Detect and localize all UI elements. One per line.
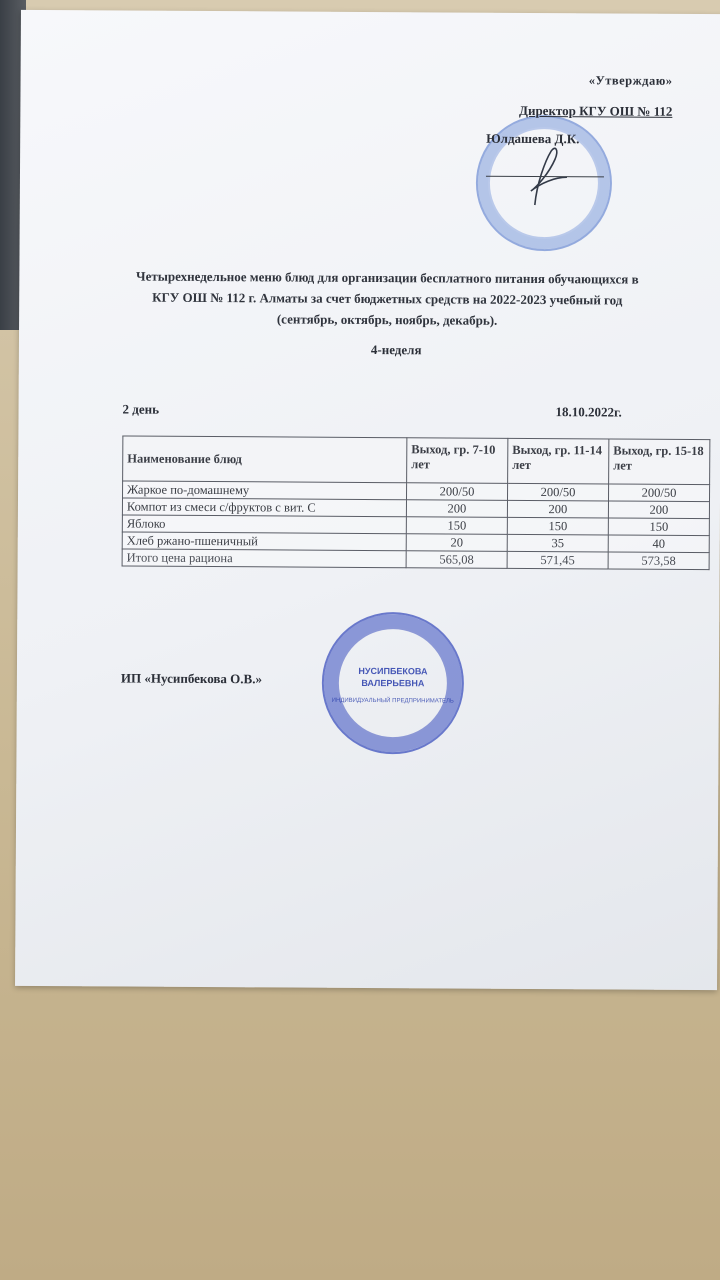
portion-15-18: 200/50 <box>608 484 709 502</box>
dish-name: Яблоко <box>122 515 406 534</box>
week-label: 4-неделя <box>370 342 422 358</box>
dish-name: Жаркое по-домашнему <box>123 481 407 500</box>
menu-table <box>122 435 711 570</box>
total-7-10: 565,08 <box>406 551 507 569</box>
portion-11-14: 35 <box>507 534 608 552</box>
table-total-row <box>122 549 709 570</box>
entrepreneur-stamp <box>321 612 464 755</box>
table-header-row <box>123 436 710 485</box>
total-11-14: 571,45 <box>507 551 608 569</box>
portion-7-10: 200 <box>406 500 507 518</box>
stamp-caption: ИНДИВИДУАЛЬНЫЙ ПРЕДПРИНИМАТЕЛЬ <box>331 697 454 705</box>
total-15-18: 573,58 <box>608 552 709 570</box>
portion-15-18: 150 <box>608 518 709 536</box>
header-age-7-10: Выход, гр. 7-10 лет <box>407 438 508 484</box>
header-age-11-14: Выход, гр. 11-14 лет <box>508 438 609 484</box>
portion-11-14: 200/50 <box>508 483 609 501</box>
portion-7-10: 20 <box>406 534 507 552</box>
portion-15-18: 200 <box>608 501 709 519</box>
day-label: 2 день <box>122 401 160 417</box>
document-page <box>15 10 720 990</box>
document-title: Четырехнедельное меню блюд для организации бесплатного питания обучающихся в КГУ ОШ № 112 г. Алматы за счет бюджетных средств на 2022-2023 учебный год (сентябрь, октябрь, ноябрь, декабрь). <box>136 268 639 328</box>
header-age-15-18: Выход, гр. 15-18 лет <box>609 439 710 485</box>
director-name: Юлдашева Д.К. <box>486 130 580 147</box>
dish-name: Хлеб ржано-пшеничный <box>122 532 406 551</box>
dish-name: Компот из смеси с/фруктов с вит. С <box>122 498 406 517</box>
director-title: Директор КГУ ОШ № 112 <box>518 102 673 119</box>
date-label: 18.10.2022г. <box>555 404 622 420</box>
entrepreneur-label: ИП «Нусипбекова О.В.» <box>120 670 263 687</box>
director-signature <box>515 143 575 213</box>
portion-7-10: 200/50 <box>407 483 508 501</box>
portion-7-10: 150 <box>406 517 507 535</box>
header-dish: Наименование блюд <box>123 436 407 483</box>
stamp-name-line1: НУСИПБЕКОВА <box>358 665 428 677</box>
stamp-name-line2: ВАЛЕРЬЕВНА <box>361 677 425 689</box>
portion-15-18: 40 <box>608 535 709 553</box>
approval-label: «Утверждаю» <box>588 73 673 88</box>
portion-11-14: 200 <box>507 500 608 518</box>
total-label: Итого цена рациона <box>122 549 406 568</box>
portion-11-14: 150 <box>507 517 608 535</box>
